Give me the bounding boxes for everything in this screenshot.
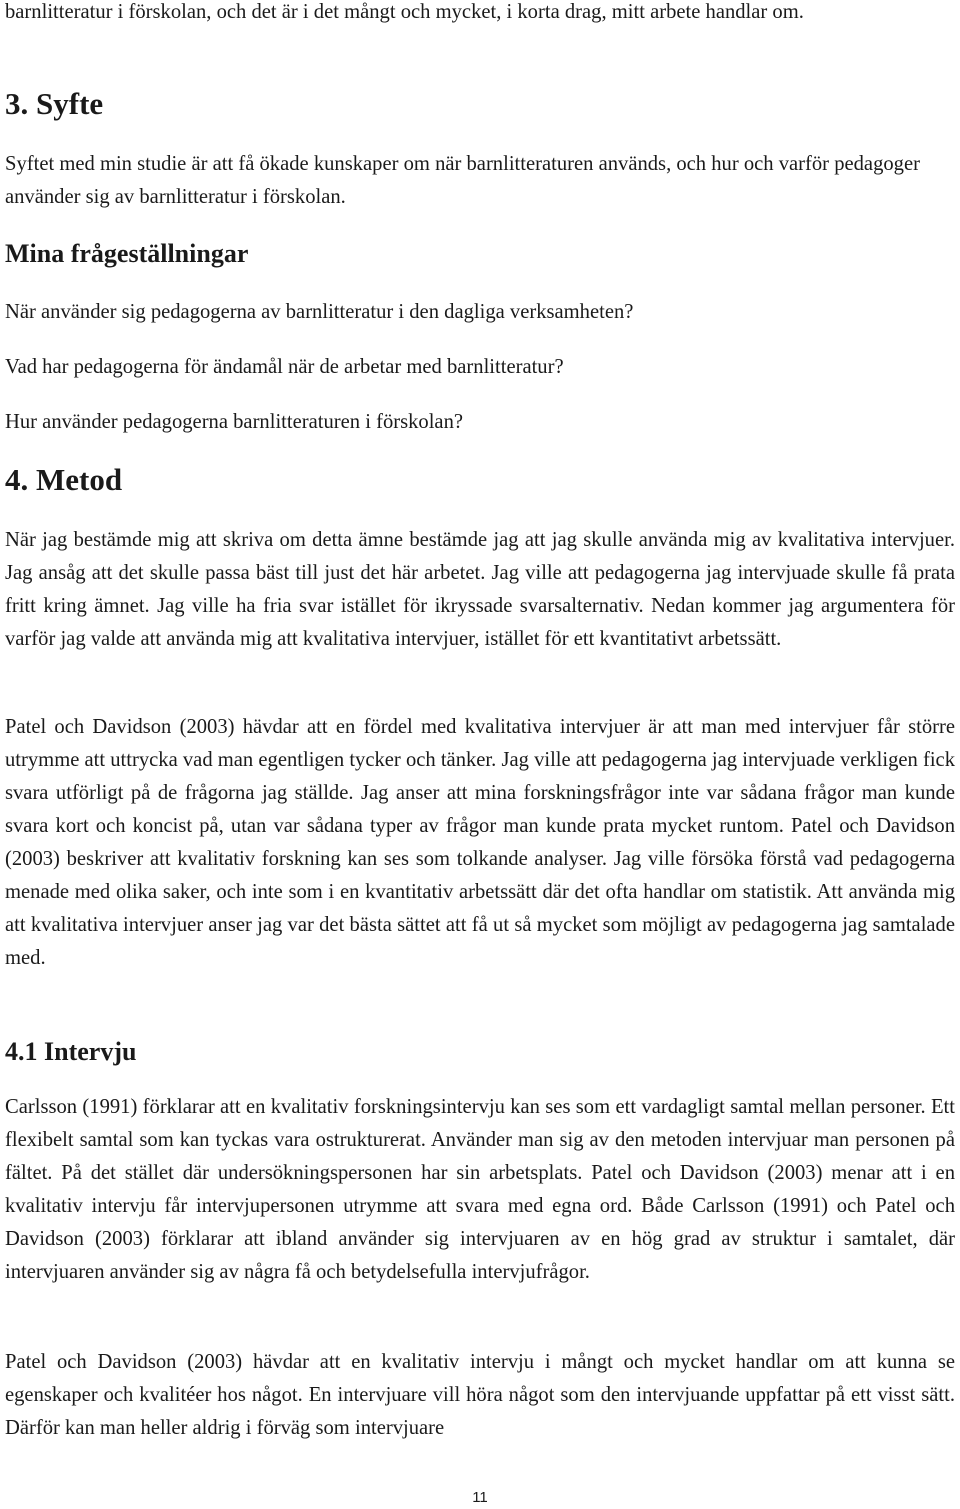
section-4-paragraph-1: När jag bestämde mig att skriva om detta ämne bestämde jag att jag skulle använda mig av kvalitativa intervjuer. Jag ansåg att det skulle passa bäst till just det här arbetet. Jag ville att pedagogerna jag intervjuade skulle få prata fritt kring ämnet. Jag ville ha fria svar istället för ikryssade svarsalternativ. Nedan kommer jag argumentera för varför jag valde att använda mig att kvalitativa intervjuer, istället för ett kvantitativt arbetssätt. [5,529,955,650]
questions-heading: Mina frågeställningar [5,239,249,268]
page-number: 11 [472,1489,488,1506]
intro-tail-paragraph: barnlitteratur i förskolan, och det är i det mångt och mycket, i korta drag, mitt arbete handlar om. [5,1,804,23]
section-4-1-paragraph-2: Patel och Davidson (2003) hävdar att en kvalitativ intervju i mångt och mycket handlar om att kunna se egenskaper och kvalitéer hos något. En intervjuare vill höra något som den intervjuande uppfattar på ett visst sätt. Därför kan man heller aldrig i förväg som intervjuare [5,1351,955,1439]
section-3-paragraph: Syftet med min studie är att få ökade kunskaper om när barnlitteraturen används, och hur och varför pedagoger använder sig av barnlitteratur i förskolan. [5,153,920,208]
section-4-heading: 4. Metod [5,462,123,497]
section-4-paragraph-2: Patel och Davidson (2003) hävdar att en fördel med kvalitativa intervjuer är att man med intervjuer får större utrymme att uttrycka vad man egentligen tycker och tänker. Jag ville att pedagogerna jag intervjuade verkligen fick svara utförligt på de frågorna jag ställde. Jag anser att mina forskningsfrågor inte var sådana frågor man kunde svara kort och koncist på, utan var sådana typer av frågor man kunde prata mycket runtom. Patel och Davidson (2003) beskriver att kvalitativ forskning kan ses som tolkande analyser. Jag ville försöka förstå vad pedagogerna menade med olika saker, och inte som i en kvantitativ arbetssätt där det ofta handlar om statistik. Att använda mig att kvalitativa intervjuer anser jag var det bästa sättet att få ut så mycket som möjligt av pedagogerna jag samtalade med. [5,716,955,969]
section-3-heading: 3. Syfte [5,86,104,121]
question-2: Vad har pedagogerna för ändamål när de arbetar med barnlitteratur? [5,356,564,378]
question-3: Hur använder pedagogerna barnlitteraturen i förskolan? [5,411,464,433]
section-4-1-paragraph-1: Carlsson (1991) förklarar att en kvalitativ forskningsintervju kan ses som ett vardagligt samtal mellan personer. Ett flexibelt samtal som kan tyckas vara ostrukturerat. Använder man sig av den metoden intervjuar man personen på fältet. På det stället där undersökningspersonen har sin arbetsplats. Patel och Davidson (2003) menar att i en kvalitativ intervju får intervjupersonen utrymme att svara med egna ord. Både Carlsson (1991) och Patel och Davidson (2003) förklarar att ibland använder sig intervjuaren av en hög grad av struktur i samtalet, där intervjuaren använder sig av några få och betydelsefulla intervjufrågor. [5,1096,955,1283]
section-4-1-heading: 4.1 Intervju [5,1037,137,1066]
question-1: När använder sig pedagogerna av barnlitteratur i den dagliga verksamheten? [5,301,634,323]
